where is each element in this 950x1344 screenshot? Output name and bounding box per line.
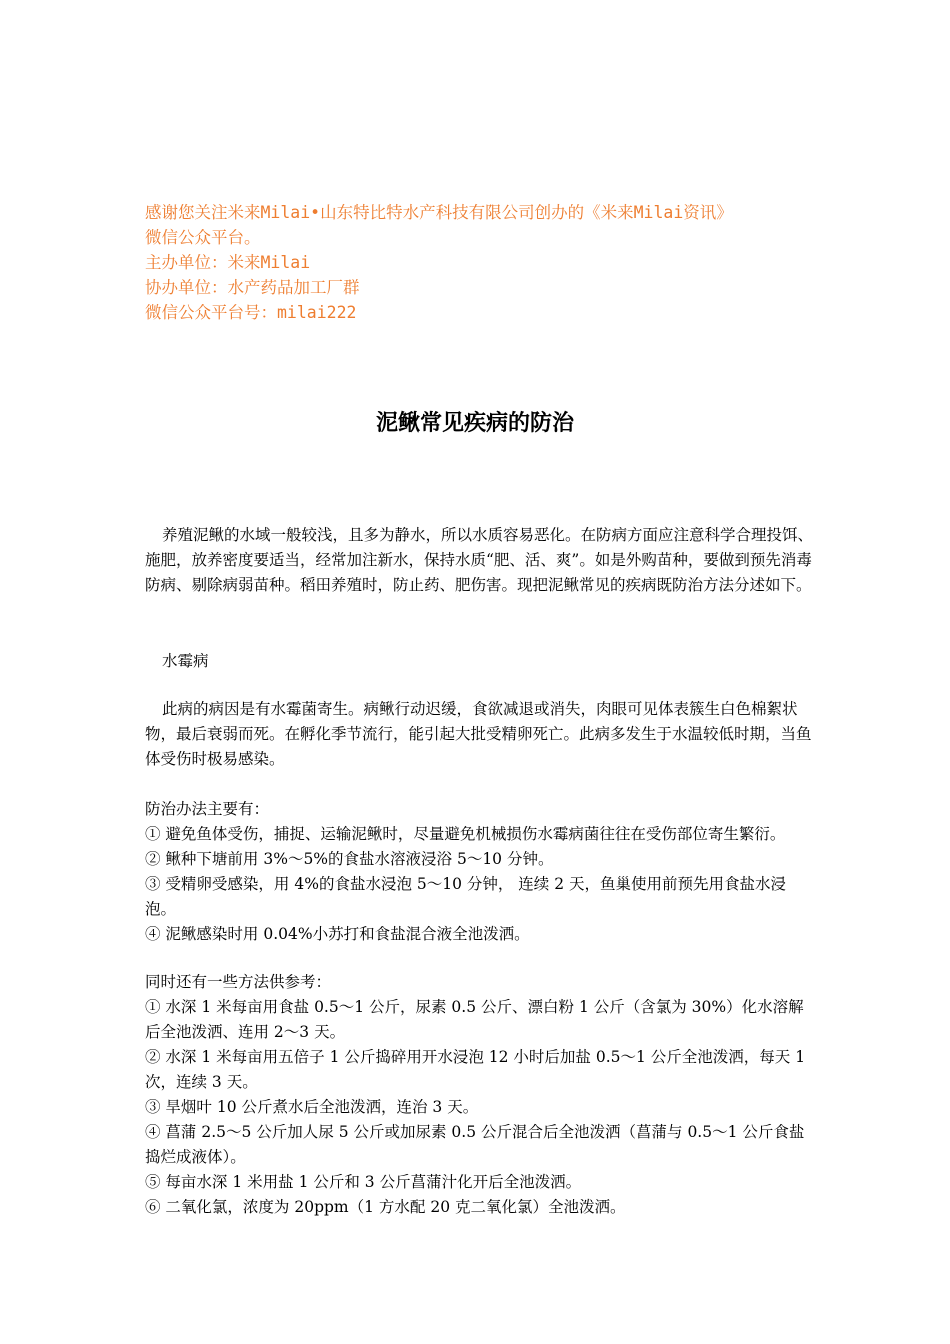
page-title: 泥鳅常见疾病的防治 [375,410,574,436]
list-item: ④ 菖蒲 2.5～5 公斤加人尿 5 公斤或加尿素 0.5 公斤混合后全池泼洒（菖蒲与 0.5～1 公斤食盐捣烂成液体）。 [145,1123,805,1166]
header-line-platform: 微信公众平台。 [145,228,261,247]
methods-heading: 防治办法主要有： [145,800,270,818]
reference-list [145,970,815,1220]
list-item: ⑥ 二氧化氯，浓度为 20ppm（1 方水配 20 克二氧化氯）全池泼洒。 [145,1198,626,1216]
list-item: ① 水深 1 米每亩用食盐 0.5～1 公斤，尿素 0.5 公斤、漂白粉 1 公斤（含氯为 30%）化水溶解后全池泼洒、连用 2～3 天。 [145,998,804,1041]
list-item: ③ 受精卵受感染，用 4%的食盐水浸泡 5～10 分钟， 连续 2 天，鱼巢使用前预先用食盐水浸泡。 [145,875,787,918]
list-item: ③ 旱烟叶 10 公斤煮水后全池泼洒，连治 3 天。 [145,1098,479,1116]
reference-heading: 同时还有一些方法供参考： [145,973,332,991]
list-item: ④ 泥鳅感染时用 0.04%小苏打和食盐混合液全池泼洒。 [145,925,530,943]
header-line-thanks: 感谢您关注米来Milai•山东特比特水产科技有限公司创办的《米来Milai资讯》 [145,203,733,222]
intro-paragraph: 养殖泥鳅的水域一般较浅，且多为静水，所以水质容易恶化。在防病方面应注意科学合理投饵、施肥，放养密度要适当，经常加注新水，保持水质“肥、活、爽”。如是外购苗种，要做到预先消毒防病、剔除病弱苗种。稻田养殖时，防止药、肥伤害。现把泥鳅常见的疾病既防治方法分述如下。 [145,526,814,594]
section-title: 水霉病 [162,652,209,670]
list-item: ⑤ 每亩水深 1 米用盐 1 公斤和 3 公斤菖蒲汁化开后全池泼洒。 [145,1173,582,1191]
header-line-host: 主办单位：米来Milai [145,253,311,272]
list-item: ② 水深 1 米每亩用五倍子 1 公斤捣碎用开水浸泡 12 小时后加盐 0.5～1 公斤全池泼洒，每天 1 次，连续 3 天。 [145,1048,806,1091]
header-line-account: 微信公众平台号：milai222 [145,303,357,322]
cause-paragraph: 此病的病因是有水霉菌寄生。病鳅行动迟缓，食欲减退或消失，肉眼可见体表簇生白色棉絮状物，最后衰弱而死。在孵化季节流行，能引起大批受精卵死亡。此病多发生于水温较低时期，当鱼体受伤时极易感染。 [145,700,812,768]
header-notice [145,200,825,325]
list-item: ② 鳅种下塘前用 3%～5%的食盐水溶液浸浴 5～10 分钟。 [145,850,554,868]
header-line-cohost: 协办单位：水产药品加工厂群 [145,278,360,297]
list-item: ① 避免鱼体受伤，捕捉、运输泥鳅时，尽量避免机械损伤水霉病菌往往在受伤部位寄生繁衍。 [145,825,786,843]
methods-list [145,797,815,947]
